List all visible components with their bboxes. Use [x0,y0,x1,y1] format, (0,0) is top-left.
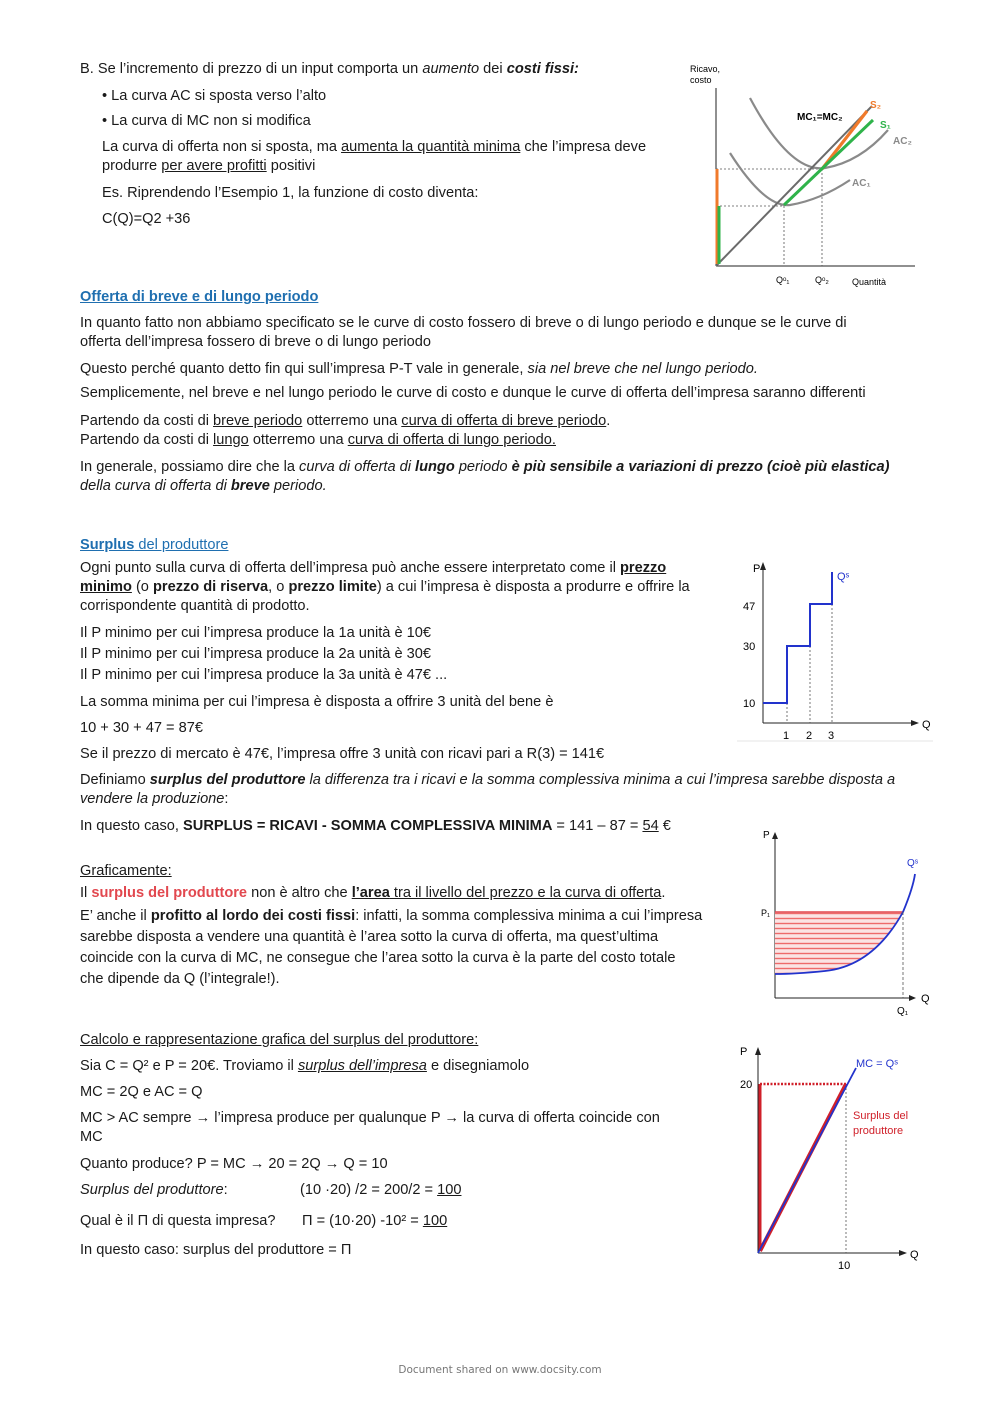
q2-tick-label: Qᵒ₂ [815,275,829,285]
graf-line2: E’ anche il profitto al lordo dei costi fissi: infatti, la somma complessiva minima a cui l’impresa [80,908,703,924]
chart2-ytick-10: 10 [743,698,756,710]
surplus-p3: corrispondente quantità di prodotto. [80,598,310,614]
mc-line [716,106,872,266]
chart4-y-arrow [755,1047,761,1055]
chart3-p-label: P [763,830,770,841]
breve-line5: Partendo da costi di breve periodo otterremo una curva di offerta di breve periodo. [80,413,611,429]
mc-surplus-chart [730,1040,930,1275]
min-price-3: Il P minimo per cui l’impresa produce la 3a unità è 47€ ... [80,667,448,683]
breve-line7: In generale, possiamo dire che la curva di offerta di lungo periodo è più sensibile a variazioni di prezzo (cioè più elastica) [80,459,890,475]
cost-curves-chart [680,58,930,298]
graficamente-title: Graficamente: [80,863,172,879]
chart2-ytick-47: 47 [743,601,756,613]
chart2-p-label: P [753,563,761,575]
chart2-ytick-30: 30 [743,641,756,653]
chart1-yaxis-label: Ricavo, [690,64,721,74]
ac2-curve [750,98,888,168]
calcolo-line7-question: Qual è il Π di questa impresa? [80,1213,276,1229]
graf-line3: sarebbe disposta a vendere una quantità è l’area sotto la curva di offerta, ma quest’ultima [80,929,659,945]
breve-line8: della curva di offerta di breve periodo. [80,478,327,494]
bullet-ac: • La curva AC si sposta verso l’alto [102,88,327,104]
surplus-p1: Ogni punto sulla curva di offerta dell’impresa può anche essere interpretato come il prezzo [80,560,667,576]
offerta-paragraph-line2: produrre per avere profitti positivi [102,158,316,174]
chart3-x-arrow [909,995,916,1001]
chart4-p-label: P [740,1046,748,1058]
graf-line4: coincide con la curva di MC, ne consegue che l’area sotto la curva è la parte del costo totale [80,950,676,966]
chart4-q-label: Q [910,1249,919,1261]
chart2-q-label: Q [922,719,931,731]
graf-line5: che dipende da Q (l’integrale!). [80,971,280,987]
calcolo-line7-answer: Π = (10·20) -10² = 100 [302,1213,448,1229]
prezzo-mercato: Se il prezzo di mercato è 47€, l’impresa offre 3 unità con ricavi pari a R(3) = 141€ [80,746,605,762]
chart3-qs-label: Qˢ [907,858,919,869]
chart2-xtick-1: 1 [783,730,790,742]
ac2-label: AC₂ [893,136,912,147]
footer-docsity: Document shared on www.docsity.com [398,1364,602,1376]
breve-line4: Semplicemente, nel breve e nel lungo periodo le curve di costo e dunque le curve di offerta dell’impresa saranno differenti [80,385,866,401]
esempio-line: Es. Riprendendo l’Esempio 1, la funzione di costo diventa: [102,185,479,201]
calcolo-line4: MC [80,1129,103,1145]
chart4-x-arrow [899,1250,907,1256]
chart4-ytick-20: 20 [740,1079,753,1091]
chart3-p1-label: P₁ [761,908,771,918]
mc-label: MC₁=MC₂ [797,112,843,123]
definizione-line2: vendere la produzione: [80,791,229,807]
calcolo-line6-label: Surplus del produttore: [80,1182,228,1198]
chart2-xtick-3: 3 [828,730,835,742]
definizione-line1: Definiamo surplus del produttore la differenza tra i ricavi e la somma complessiva minima a cui l’impresa sarebbe disposta a [80,772,896,788]
calcolo-title: Calcolo e rappresentazione grafica del surplus del produttore: [80,1032,479,1048]
breve-line3: Questo perché quanto detto fin qui sull’impresa P-T vale in generale, sia nel breve che nel lungo periodo. [80,361,758,377]
step-supply-chart [735,558,935,748]
surplus-label-line1: Surplus del [853,1110,909,1122]
mc-supply-line [758,1068,856,1253]
calcolo-line1: Sia C = Q² e P = 20€. Troviamo il surplus dell’impresa e disegniamolo [80,1058,530,1074]
surplus-label-line2: produttore [853,1125,904,1137]
bullet-mc: • La curva di MC non si modifica [102,113,311,129]
surplus-p2: minimo (o prezzo di riserva, o prezzo limite) a cui l’impresa è disposta a produrre e offrire la [80,579,690,595]
step-supply-line [763,572,832,703]
offerta-paragraph-line1: La curva di offerta non si sposta, ma aumenta la quantità minima che l’impresa deve [102,139,647,155]
breve-line6: Partendo da costi di lungo otterremo una curva di offerta di lungo periodo. [80,432,556,448]
surplus-area-chart [755,826,935,1021]
chart4-mc-label: MC = Qˢ [856,1058,898,1070]
s1-label: S₁ [880,120,891,131]
surplus-shaded-area [775,912,903,974]
ac1-label: AC₁ [852,178,871,189]
calcolo-line3: MC > AC sempre → l’impresa produce per qualunque P → la curva di offerta coincide con [80,1110,660,1126]
chart1-xaxis-label: Quantità [852,277,887,287]
chart2-qs-label: Qˢ [837,571,850,583]
graf-line1: Il surplus del produttore non è altro che l’area tra il livello del prezzo e la curva di offerta. [80,885,666,901]
chart3-q-label: Q [921,993,930,1005]
somma-minima: La somma minima per cui l’impresa è disposta a offrire 3 unità del bene è [80,694,554,710]
breve-line2: offerta dell’impresa fossero di breve o di lungo periodo [80,334,431,350]
surplus-formula: In questo caso, SURPLUS = RICAVI - SOMMA COMPLESSIVA MINIMA = 141 – 87 = 54 € [80,818,671,834]
chart2-y-arrow [760,562,766,570]
calcolo-line8: In questo caso: surplus del produttore = Π [80,1242,352,1258]
surplus-section-title: Surplus del produttore [80,537,229,553]
calcolo-line5: Quanto produce? P = MC → 20 = 2Q → Q = 10 [80,1156,388,1172]
min-price-2: Il P minimo per cui l’impresa produce la 2a unità è 30€ [80,646,431,662]
chart3-q1-label: Q₁ [897,1006,909,1017]
s2-label: S₂ [870,100,882,111]
breve-line1: In quanto fatto non abbiamo specificato se le curve di costo fossero di breve o di lungo periodo e dunque se le curve di [80,315,847,331]
somma-calc: 10 + 30 + 47 = 87€ [80,720,203,736]
cost-function: C(Q)=Q2 +36 [102,211,191,227]
breve-section-title: Offerta di breve e di lungo periodo [80,289,319,305]
min-price-1: Il P minimo per cui l’impresa produce la 1a unità è 10€ [80,625,431,641]
chart1-yaxis-label-2: costo [690,75,712,85]
chart4-xtick-10: 10 [838,1260,851,1272]
chart3-y-arrow [772,832,778,839]
q1-tick-label: Qᵒ₁ [776,275,790,285]
section-b-heading: B. Se l’incremento di prezzo di un input comporta un aumento dei costi fissi: [80,61,579,77]
chart2-x-arrow [911,720,919,726]
chart2-xtick-2: 2 [806,730,813,742]
calcolo-line2: MC = 2Q e AC = Q [80,1084,203,1100]
calcolo-line6-value: (10 ·20) /2 = 200/2 = 100 [300,1182,462,1198]
